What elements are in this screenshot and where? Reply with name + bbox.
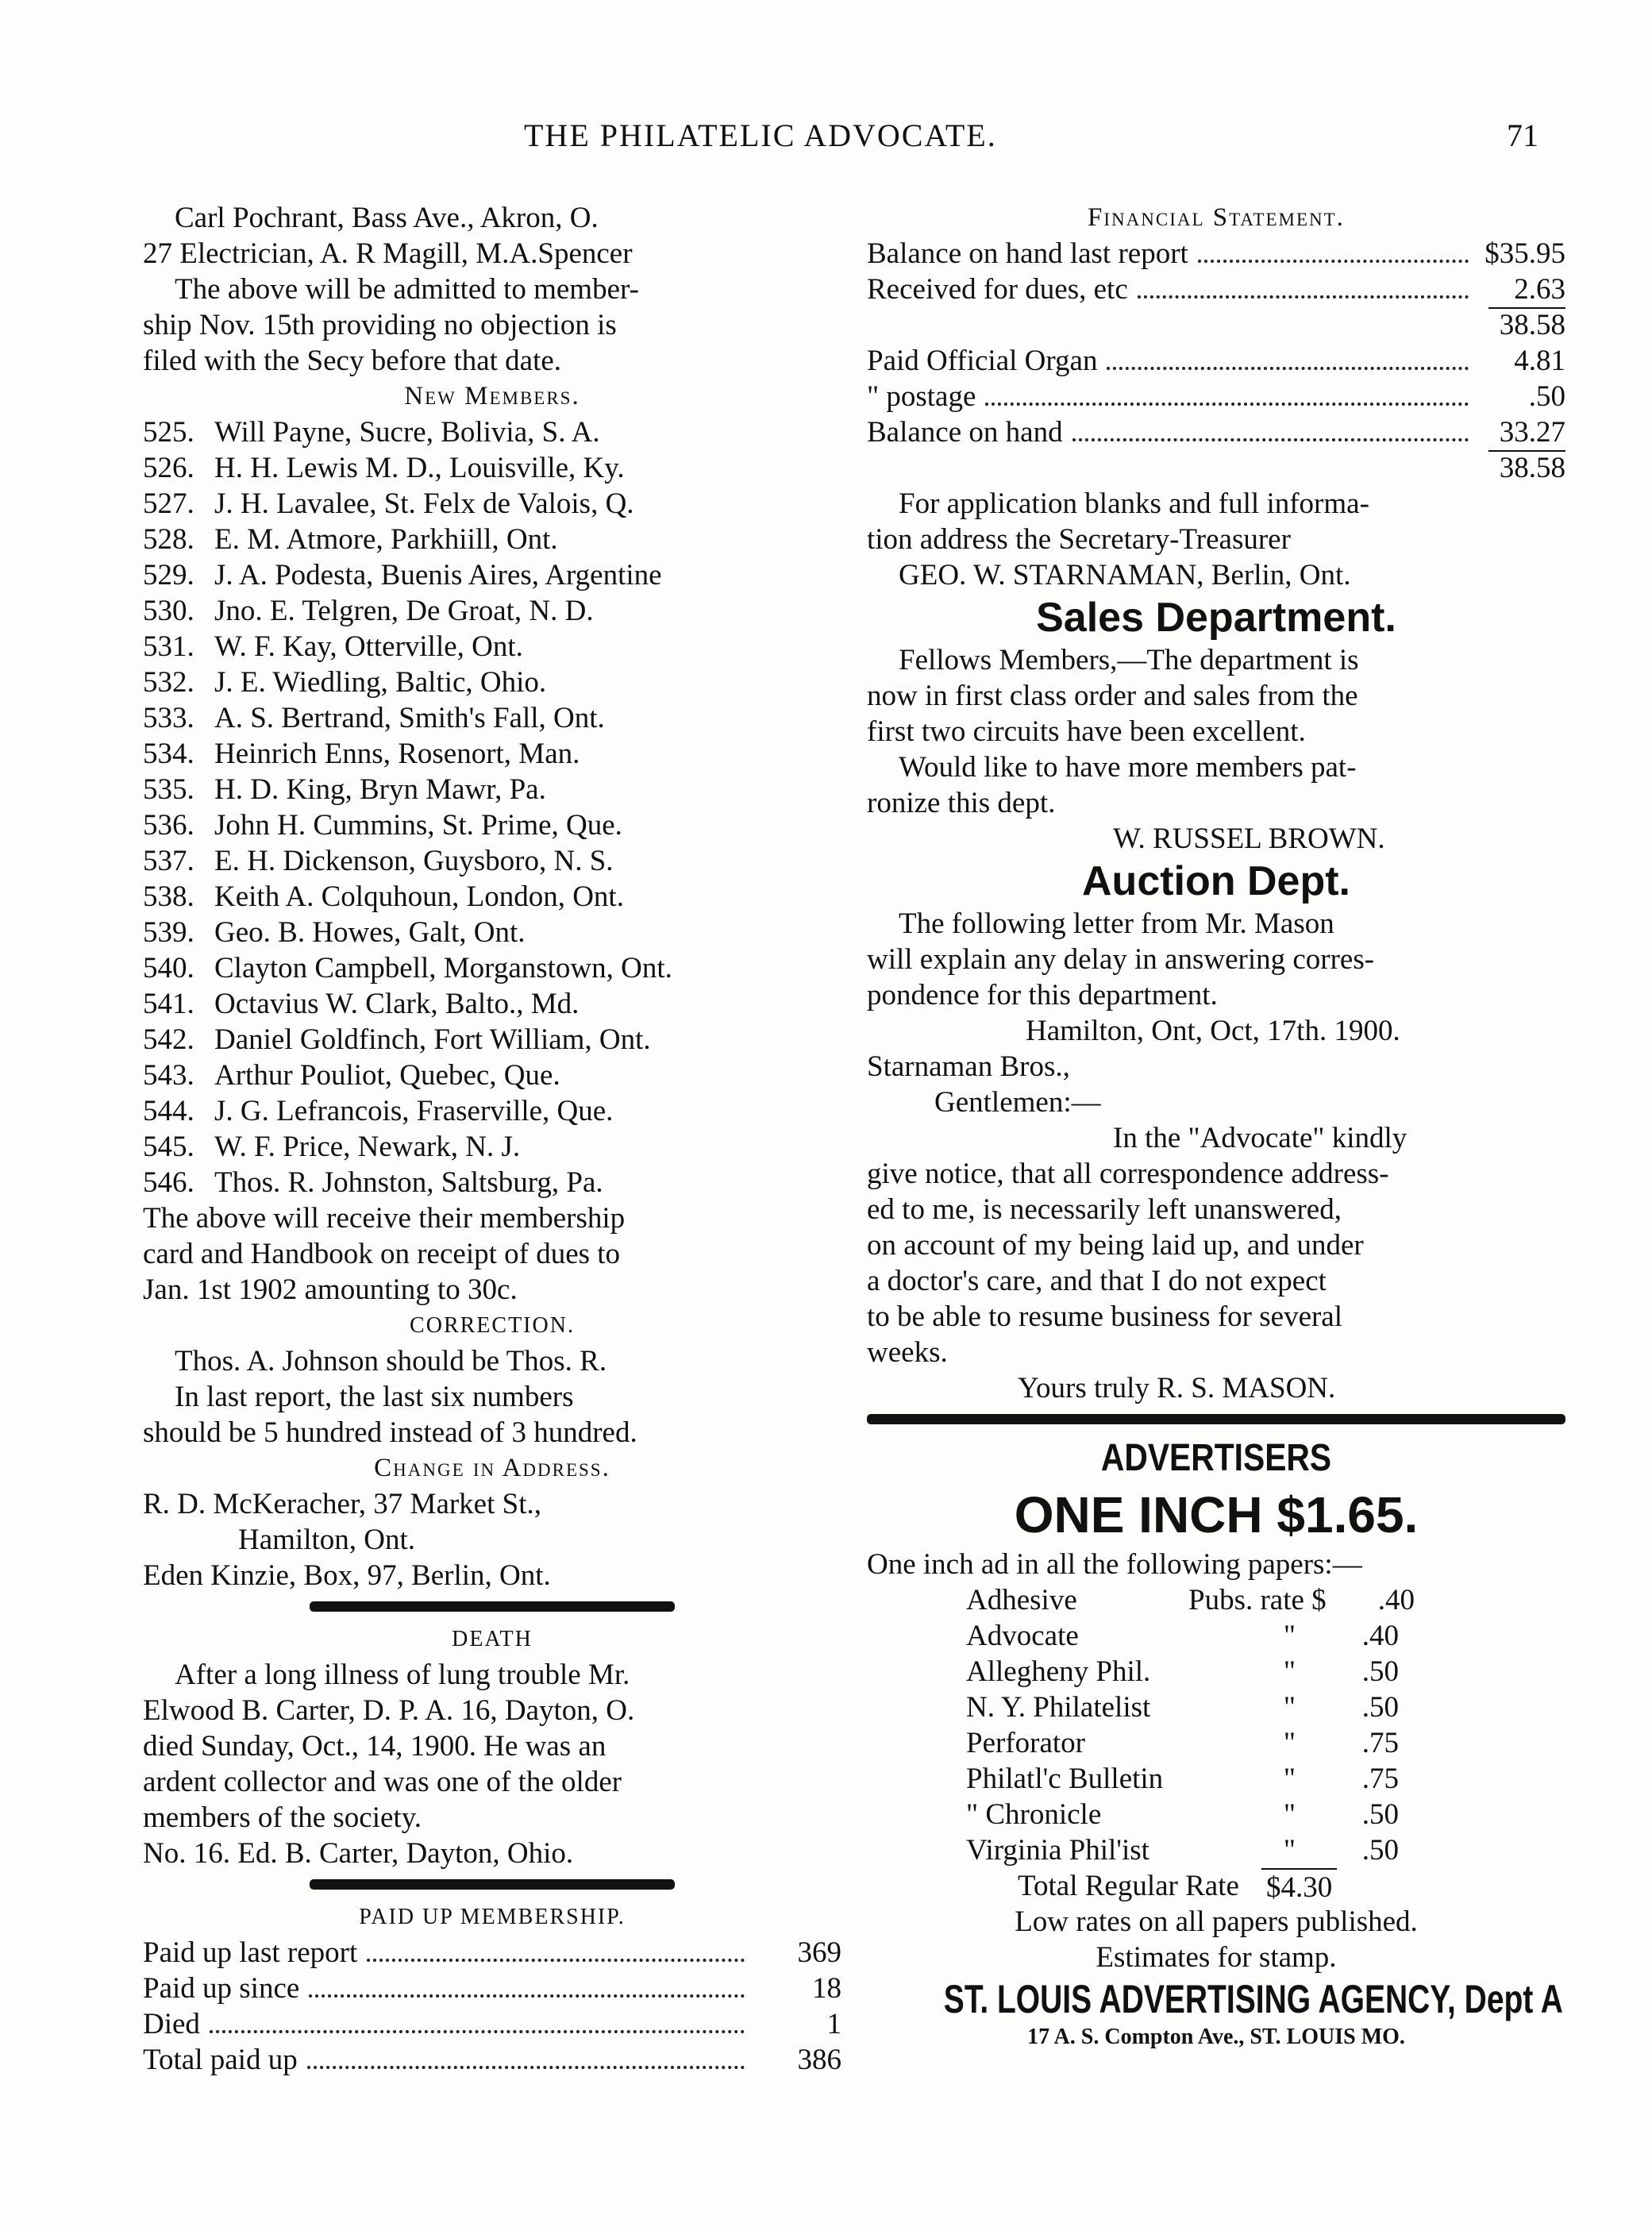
ledger-label: Paid up since — [143, 1972, 300, 2005]
rate-ditto: " — [1283, 1834, 1296, 1867]
page-header — [0, 118, 1652, 157]
member-name: J. A. Podesta, Buenis Aires, Argentine — [214, 559, 662, 591]
sales-line: Fellows Members,—The department is — [899, 644, 1359, 676]
application-line: For application blanks and full informa- — [899, 487, 1369, 520]
rate-row — [867, 1582, 1565, 1618]
member-number: 546. — [143, 1166, 194, 1199]
member-entry — [143, 807, 841, 843]
rate-value: .40 — [1361, 1620, 1399, 1652]
member-name: Clayton Campbell, Morganstown, Ont. — [214, 952, 672, 984]
auction-letter-line: weeks. — [867, 1336, 948, 1369]
ledger-row — [143, 2042, 841, 2078]
member-entry — [143, 1093, 841, 1129]
rate-value: .75 — [1361, 1763, 1399, 1795]
member-number: 532. — [143, 666, 194, 699]
auction-line: pondence for this department. — [867, 979, 1218, 1011]
intro-line: The above will be admitted to member- — [175, 273, 639, 306]
sales-line: ronize this dept. — [867, 787, 1056, 819]
death-line: ardent collector and was one of the older — [143, 1766, 622, 1798]
death-line: Elwood B. Carter, D. P. A. 16, Dayton, O. — [143, 1694, 635, 1727]
member-number: 531. — [143, 630, 194, 663]
leader-dots — [1198, 260, 1469, 263]
member-entry — [143, 843, 841, 879]
member-name: Heinrich Enns, Rosenort, Man. — [214, 738, 580, 770]
leader-dots — [1072, 438, 1469, 441]
death-line: After a long illness of lung trouble Mr. — [175, 1659, 630, 1691]
auction-letter-line: to be able to resume business for several — [867, 1300, 1343, 1333]
member-name: Thos. R. Johnston, Saltsburg, Pa. — [214, 1166, 603, 1199]
member-name: Keith A. Colquhoun, London, Ont. — [214, 880, 624, 913]
rate-publication: Allegheny Phil. — [966, 1655, 1151, 1688]
death-line: members of the society. — [143, 1801, 422, 1834]
sales-line: Would like to have more members pat- — [899, 751, 1357, 784]
auction-letter-line: a doctor's care, and that I do not expect — [867, 1265, 1327, 1297]
sales-heading: Sales Department. — [1036, 595, 1396, 641]
page-number: 71 — [1507, 118, 1538, 153]
ledger-label: Died — [143, 2008, 200, 2040]
ad-heading: ADVERTISERS — [1100, 1437, 1332, 1479]
ad-total-label: Total Regular Rate — [1018, 1870, 1239, 1902]
rate-value: .50 — [1361, 1655, 1399, 1688]
rate-publication: Perforator — [966, 1727, 1085, 1759]
correction-heading: CORRECTION. — [410, 1313, 575, 1338]
new-members-list — [143, 414, 841, 1200]
rate-publication: Philatl'c Bulletin — [966, 1763, 1164, 1795]
member-number: 534. — [143, 738, 194, 770]
ledger-row — [143, 1935, 841, 1971]
member-number: 538. — [143, 880, 194, 913]
correction-line: Thos. A. Johnson should be Thos. R. — [175, 1345, 607, 1377]
financial-subtotal: 38.58 — [867, 450, 1565, 486]
ledger-label: Balance on hand — [867, 416, 1063, 449]
member-number: 542. — [143, 1023, 194, 1056]
ledger-row — [867, 236, 1565, 272]
member-number: 535. — [143, 773, 194, 806]
member-number: 528. — [143, 523, 194, 556]
ledger-row — [867, 343, 1565, 379]
leader-dots — [985, 403, 1469, 406]
ledger-row — [867, 414, 1565, 450]
member-number: 529. — [143, 559, 194, 591]
member-number: 525. — [143, 416, 194, 449]
ledger-amount: $35.95 — [1484, 237, 1565, 270]
death-line: No. 16. Ed. B. Carter, Dayton, Ohio. — [143, 1837, 574, 1870]
change-address-line: Eden Kinzie, Box, 97, Berlin, Ont. — [143, 1559, 551, 1592]
ledger-row — [867, 379, 1565, 414]
rate-value: .75 — [1361, 1727, 1399, 1759]
rate-publication: " Chronicle — [966, 1798, 1102, 1831]
ledger-row — [143, 2006, 841, 2042]
auction-heading: Auction Dept. — [1082, 858, 1350, 904]
member-number: 540. — [143, 952, 194, 984]
death-heading: DEATH — [452, 1627, 533, 1651]
leader-dots — [1138, 295, 1469, 299]
member-entry — [143, 486, 841, 522]
rate-ditto: " — [1283, 1620, 1296, 1652]
auction-line: will explain any delay in answering corres- — [867, 943, 1375, 976]
member-name: A. S. Bertrand, Smith's Fall, Ont. — [214, 702, 605, 734]
member-number: 537. — [143, 845, 194, 877]
rate-value: .50 — [1361, 1691, 1399, 1724]
rate-row — [867, 1618, 1565, 1654]
member-entry — [143, 629, 841, 665]
rate-row — [867, 1725, 1565, 1761]
auction-line: The following letter from Mr. Mason — [899, 907, 1334, 940]
member-name: Daniel Goldfinch, Fort William, Ont. — [214, 1023, 651, 1056]
member-entry — [143, 593, 841, 629]
auction-letter-date: Hamilton, Ont, Oct, 17th. 1900. — [1026, 1015, 1400, 1047]
rate-row — [867, 1690, 1565, 1725]
ledger-label: Paid Official Organ — [867, 345, 1098, 377]
ledger-amount: 33.27 — [1478, 414, 1565, 450]
member-number: 526. — [143, 452, 194, 484]
ad-divider — [867, 1414, 1565, 1424]
ad-low-rates: Low rates on all papers published. — [1015, 1905, 1418, 1938]
ledger-label: Paid up last report — [143, 1936, 358, 1969]
financial-rows — [867, 236, 1565, 307]
leader-dots — [210, 2030, 745, 2033]
member-entry — [143, 665, 841, 700]
sales-signature: W. RUSSEL BROWN. — [1113, 823, 1385, 855]
member-entry — [143, 414, 841, 450]
member-entry — [143, 557, 841, 593]
member-name: E. M. Atmore, Parkhiill, Ont. — [214, 523, 558, 556]
auction-letter-line: Gentlemen:— — [934, 1086, 1101, 1119]
change-address-line: Hamilton, Ont. — [238, 1524, 416, 1556]
member-number: 544. — [143, 1095, 194, 1127]
member-name: Octavius W. Clark, Balto., Md. — [214, 988, 580, 1020]
leader-dots — [1107, 367, 1469, 370]
member-name: W. F. Kay, Otterville, Ont. — [214, 630, 523, 663]
right-column — [867, 200, 1565, 2052]
leader-dots — [367, 1959, 745, 1962]
member-name: Geo. B. Howes, Galt, Ont. — [214, 916, 526, 949]
rate-row — [867, 1797, 1565, 1832]
ledger-amount: .50 — [1528, 380, 1565, 413]
rate-publication: Advocate — [966, 1620, 1079, 1652]
member-entry — [143, 879, 841, 915]
paid-membership-table — [143, 1935, 841, 2078]
member-entry — [143, 450, 841, 486]
member-entry — [143, 915, 841, 950]
member-name: H. D. King, Bryn Mawr, Pa. — [214, 773, 546, 806]
member-name: Arthur Pouliot, Quebec, Que. — [214, 1059, 560, 1092]
change-address-heading: Change in Address. — [374, 1454, 610, 1482]
ledger-label: Balance on hand last report — [867, 237, 1188, 270]
member-name: J. E. Wiedling, Baltic, Ohio. — [214, 666, 547, 699]
application-line: tion address the Secretary-Treasurer — [867, 523, 1291, 556]
member-name: Will Payne, Sucre, Bolivia, S. A. — [214, 416, 600, 449]
member-entry — [143, 950, 841, 986]
ledger-label: Total paid up — [143, 2044, 298, 2076]
paid-membership-heading: PAID UP MEMBERSHIP. — [359, 1905, 626, 1929]
auction-letter-line: ed to me, is necessarily left unanswered, — [867, 1193, 1342, 1226]
rate-row — [867, 1761, 1565, 1797]
financial-subtotal: 38.58 — [867, 307, 1565, 343]
member-number: 527. — [143, 487, 194, 520]
financial-heading: Financial Statement. — [1088, 203, 1345, 232]
intro-line: filed with the Secy before that date. — [143, 345, 562, 377]
rate-value: .50 — [1361, 1834, 1399, 1867]
member-name: J. G. Lefrancois, Fraserville, Que. — [214, 1095, 614, 1127]
member-number: 543. — [143, 1059, 194, 1092]
member-name: E. H. Dickenson, Guysboro, N. S. — [214, 845, 614, 877]
ad-total-row — [867, 1868, 1565, 1904]
ad-rates-table — [867, 1582, 1565, 1868]
member-name: W. F. Price, Newark, N. J. — [214, 1131, 521, 1163]
sales-line: first two circuits have been excellent. — [867, 715, 1306, 748]
rate-ditto: " — [1283, 1763, 1296, 1795]
new-members-heading: New Members. — [404, 382, 580, 410]
leader-dots — [307, 2066, 745, 2069]
member-number: 530. — [143, 595, 194, 627]
rate-publication: Virginia Phil'ist — [966, 1834, 1149, 1867]
member-entry — [143, 1058, 841, 1093]
members-note-line: Jan. 1st 1902 amounting to 30c. — [143, 1273, 518, 1306]
member-name: Jno. E. Telgren, De Groat, N. D. — [214, 595, 594, 627]
ad-total-value: $4.30 — [1261, 1868, 1337, 1904]
ad-agency-address: 17 A. S. Compton Ave., ST. LOUIS MO. — [1027, 2025, 1405, 2049]
intro-line: ship Nov. 15th providing no objection is — [143, 309, 617, 341]
journal-title: THE PHILATELIC ADVOCATE. — [524, 118, 997, 153]
ledger-row — [867, 272, 1565, 307]
leader-dots — [309, 1994, 745, 1998]
ledger-label: Received for dues, etc — [867, 273, 1128, 306]
member-name: H. H. Lewis M. D., Louisville, Ky. — [214, 452, 625, 484]
intro-line: Carl Pochrant, Bass Ave., Akron, O. — [175, 202, 599, 234]
rate-row — [867, 1654, 1565, 1690]
change-address-line: R. D. McKeracher, 37 Market St., — [143, 1488, 541, 1520]
auction-letter-line: Starnaman Bros., — [867, 1050, 1070, 1083]
auction-letter-line: In the "Advocate" kindly — [1113, 1122, 1407, 1154]
rate-value: .40 — [1377, 1584, 1415, 1616]
ledger-amount: 1 — [826, 2008, 841, 2040]
member-entry — [143, 1129, 841, 1165]
rate-ditto: " — [1283, 1655, 1296, 1688]
rate-publication: N. Y. Philatelist — [966, 1691, 1151, 1724]
left-column — [143, 200, 841, 2078]
members-note-line: The above will receive their membership — [143, 1202, 626, 1235]
ad-agency-name: ST. LOUIS ADVERTISING AGENCY, Dept A — [943, 1977, 1563, 2021]
auction-letter-line: give notice, that all correspondence address- — [867, 1158, 1389, 1190]
auction-letter-line: on account of my being laid up, and under — [867, 1229, 1364, 1262]
member-name: J. H. Lavalee, St. Felx de Valois, Q. — [214, 487, 634, 520]
ledger-amount: 18 — [812, 1972, 841, 2005]
rate-row — [867, 1832, 1565, 1868]
member-name: John H. Cummins, St. Prime, Que. — [214, 809, 622, 842]
section-divider — [310, 1879, 675, 1890]
ledger-amount: 2.63 — [1478, 272, 1565, 307]
members-note-line: card and Handbook on receipt of dues to — [143, 1238, 621, 1270]
member-entry — [143, 1022, 841, 1058]
section-divider — [310, 1601, 675, 1612]
rate-ditto: " — [1283, 1798, 1296, 1831]
rate-ditto: " — [1283, 1727, 1296, 1759]
member-entry — [143, 522, 841, 557]
intro-line: 27 Electrician, A. R Magill, M.A.Spencer — [143, 237, 633, 270]
member-entry — [143, 772, 841, 807]
ad-estimates: Estimates for stamp. — [1096, 1941, 1337, 1974]
ledger-label: " postage — [867, 380, 976, 413]
auction-letter-signature: Yours truly R. S. MASON. — [1018, 1372, 1336, 1404]
rate-value: .50 — [1361, 1798, 1399, 1831]
ad-price: ONE INCH $1.65. — [1014, 1486, 1419, 1543]
member-number: 539. — [143, 916, 194, 949]
ledger-amount: 369 — [797, 1936, 841, 1969]
death-line: died Sunday, Oct., 14, 1900. He was an — [143, 1730, 607, 1763]
ledger-amount: 4.81 — [1514, 345, 1565, 377]
member-entry — [143, 736, 841, 772]
member-entry — [143, 700, 841, 736]
correction-line: In last report, the last six numbers — [175, 1381, 574, 1413]
correction-line: should be 5 hundred instead of 3 hundred. — [143, 1416, 637, 1449]
ledger-row — [143, 1971, 841, 2006]
sales-line: now in first class order and sales from the — [867, 680, 1358, 712]
rate-publication: Adhesive — [966, 1584, 1077, 1616]
member-entry — [143, 986, 841, 1022]
ledger-amount: 386 — [797, 2044, 841, 2076]
member-number: 533. — [143, 702, 194, 734]
member-number: 541. — [143, 988, 194, 1020]
member-entry — [143, 1165, 841, 1200]
rate-ditto: " — [1283, 1691, 1296, 1724]
member-number: 545. — [143, 1131, 194, 1163]
rate-ditto: Pubs. rate $ — [1188, 1584, 1327, 1616]
ad-intro: One inch ad in all the following papers:— — [867, 1548, 1362, 1581]
application-line: GEO. W. STARNAMAN, Berlin, Ont. — [899, 559, 1351, 591]
member-number: 536. — [143, 809, 194, 842]
financial-rows — [867, 343, 1565, 450]
